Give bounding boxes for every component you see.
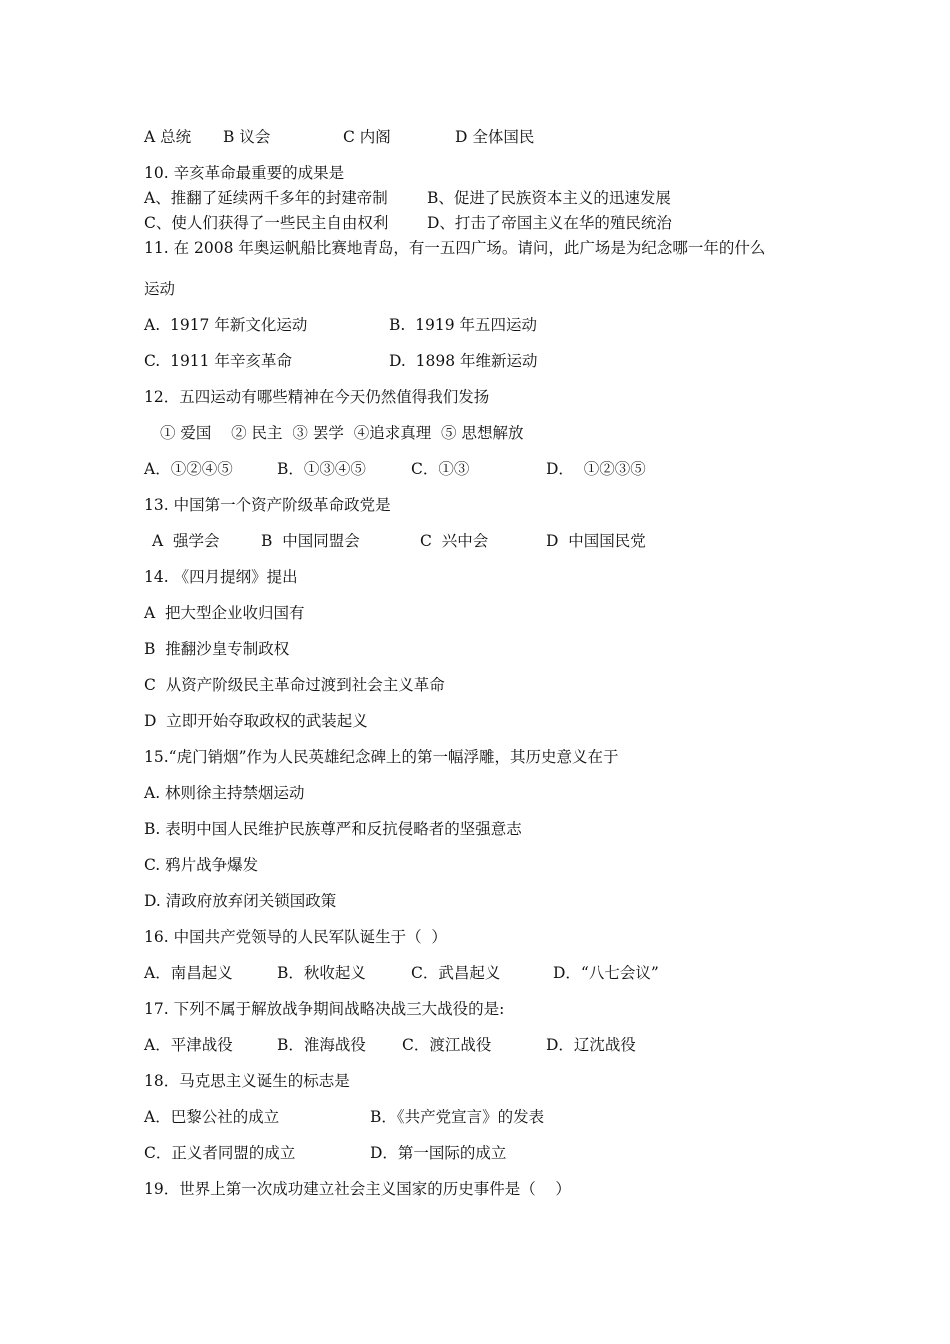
q15-stem: 15.“虎门销烟”作为人民英雄纪念碑上的第一幅浮雕，其历史意义在于 xyxy=(144,748,619,766)
q14-stem: 14. 《四月提纲》提出 xyxy=(144,568,298,586)
q15-option-b: B. 表明中国人民维护民族尊严和反抗侵略者的坚强意志 xyxy=(144,820,522,838)
q18-option-a: A．巴黎公社的成立 xyxy=(144,1108,280,1126)
q12-option-c: C．①③ xyxy=(411,460,470,478)
q13-stem: 13. 中国第一个资产阶级革命政党是 xyxy=(144,496,391,514)
q18-option-d: D．第一国际的成立 xyxy=(370,1144,507,1162)
q16-option-b: B．秋收起义 xyxy=(277,964,366,982)
q16-stem: 16. 中国共产党领导的人民军队诞生于（ ） xyxy=(144,928,447,946)
q13-option-b: B 中国同盟会 xyxy=(261,532,360,550)
q9-option-a: A 总统 xyxy=(144,128,192,146)
q10-option-a: A、推翻了延续两千多年的封建帝制 xyxy=(144,189,388,207)
q10-option-b: B、促进了民族资本主义的迅速发展 xyxy=(427,189,671,207)
q10-stem: 10. 辛亥革命最重要的成果是 xyxy=(144,164,345,182)
q16-option-a: A．南昌起义 xyxy=(144,964,233,982)
q9-option-b: B 议会 xyxy=(223,128,271,146)
q11-option-d: D. 1898 年维新运动 xyxy=(389,352,538,370)
q13-option-c: C 兴中会 xyxy=(420,532,489,550)
q12-option-b: B．①③④⑤ xyxy=(277,460,366,478)
q11-stem-line2: 运动 xyxy=(144,280,176,298)
q19-stem: 19．世界上第一次成功建立社会主义国家的历史事件是（ ） xyxy=(144,1180,571,1198)
q12-stem: 12．五四运动有哪些精神在今天仍然值得我们发扬 xyxy=(144,388,490,406)
q14-option-c: C 从资产阶级民主革命过渡到社会主义革命 xyxy=(144,676,445,694)
q10-option-c: C、使人们获得了一些民主自由权利 xyxy=(144,214,389,232)
q13-option-d: D 中国国民党 xyxy=(546,532,646,550)
q18-stem: 18．马克思主义诞生的标志是 xyxy=(144,1072,350,1090)
q17-stem: 17. 下列不属于解放战争期间战略决战三大战役的是: xyxy=(144,1000,505,1018)
q18-option-c: C．正义者同盟的成立 xyxy=(144,1144,296,1162)
q15-option-c: C. 鸦片战争爆发 xyxy=(144,856,259,874)
q16-option-d: D．“八七会议” xyxy=(553,964,659,982)
q12-items: ① 爱国 ② 民主 ③ 罢学 ④追求真理 ⑤ 思想解放 xyxy=(160,424,524,442)
q14-option-b: B 推翻沙皇专制政权 xyxy=(144,640,290,658)
q18-option-b: B．《共产党宣言》的发表 xyxy=(370,1108,545,1126)
q17-option-c: C．渡江战役 xyxy=(402,1036,492,1054)
q17-option-a: A．平津战役 xyxy=(144,1036,233,1054)
q13-option-a: A 强学会 xyxy=(152,532,220,550)
q16-option-c: C．武昌起义 xyxy=(411,964,501,982)
q12-option-d: D． ①②③⑤ xyxy=(546,460,646,478)
q11-stem-line1: 11. 在 2008 年奥运帆船比赛地青岛，有一五四广场。请问，此广场是为纪念哪一年的什么 xyxy=(144,239,766,257)
q15-option-a: A. 林则徐主持禁烟运动 xyxy=(144,784,305,802)
q14-option-d: D 立即开始夺取政权的武装起义 xyxy=(144,712,368,730)
q14-option-a: A 把大型企业收归国有 xyxy=(144,604,305,622)
q17-option-b: B．淮海战役 xyxy=(277,1036,366,1054)
q11-option-a: A. 1917 年新文化运动 xyxy=(144,316,308,334)
q9-option-d: D 全体国民 xyxy=(455,128,535,146)
q17-option-d: D．辽沈战役 xyxy=(546,1036,636,1054)
q15-option-d: D. 清政府放弃闭关锁国政策 xyxy=(144,892,337,910)
q11-option-b: B. 1919 年五四运动 xyxy=(389,316,538,334)
q10-option-d: D、打击了帝国主义在华的殖民统治 xyxy=(427,214,672,232)
q12-option-a: A．①②④⑤ xyxy=(144,460,233,478)
q11-option-c: C. 1911 年辛亥革命 xyxy=(144,352,292,370)
q9-option-c: C 内阁 xyxy=(343,128,391,146)
